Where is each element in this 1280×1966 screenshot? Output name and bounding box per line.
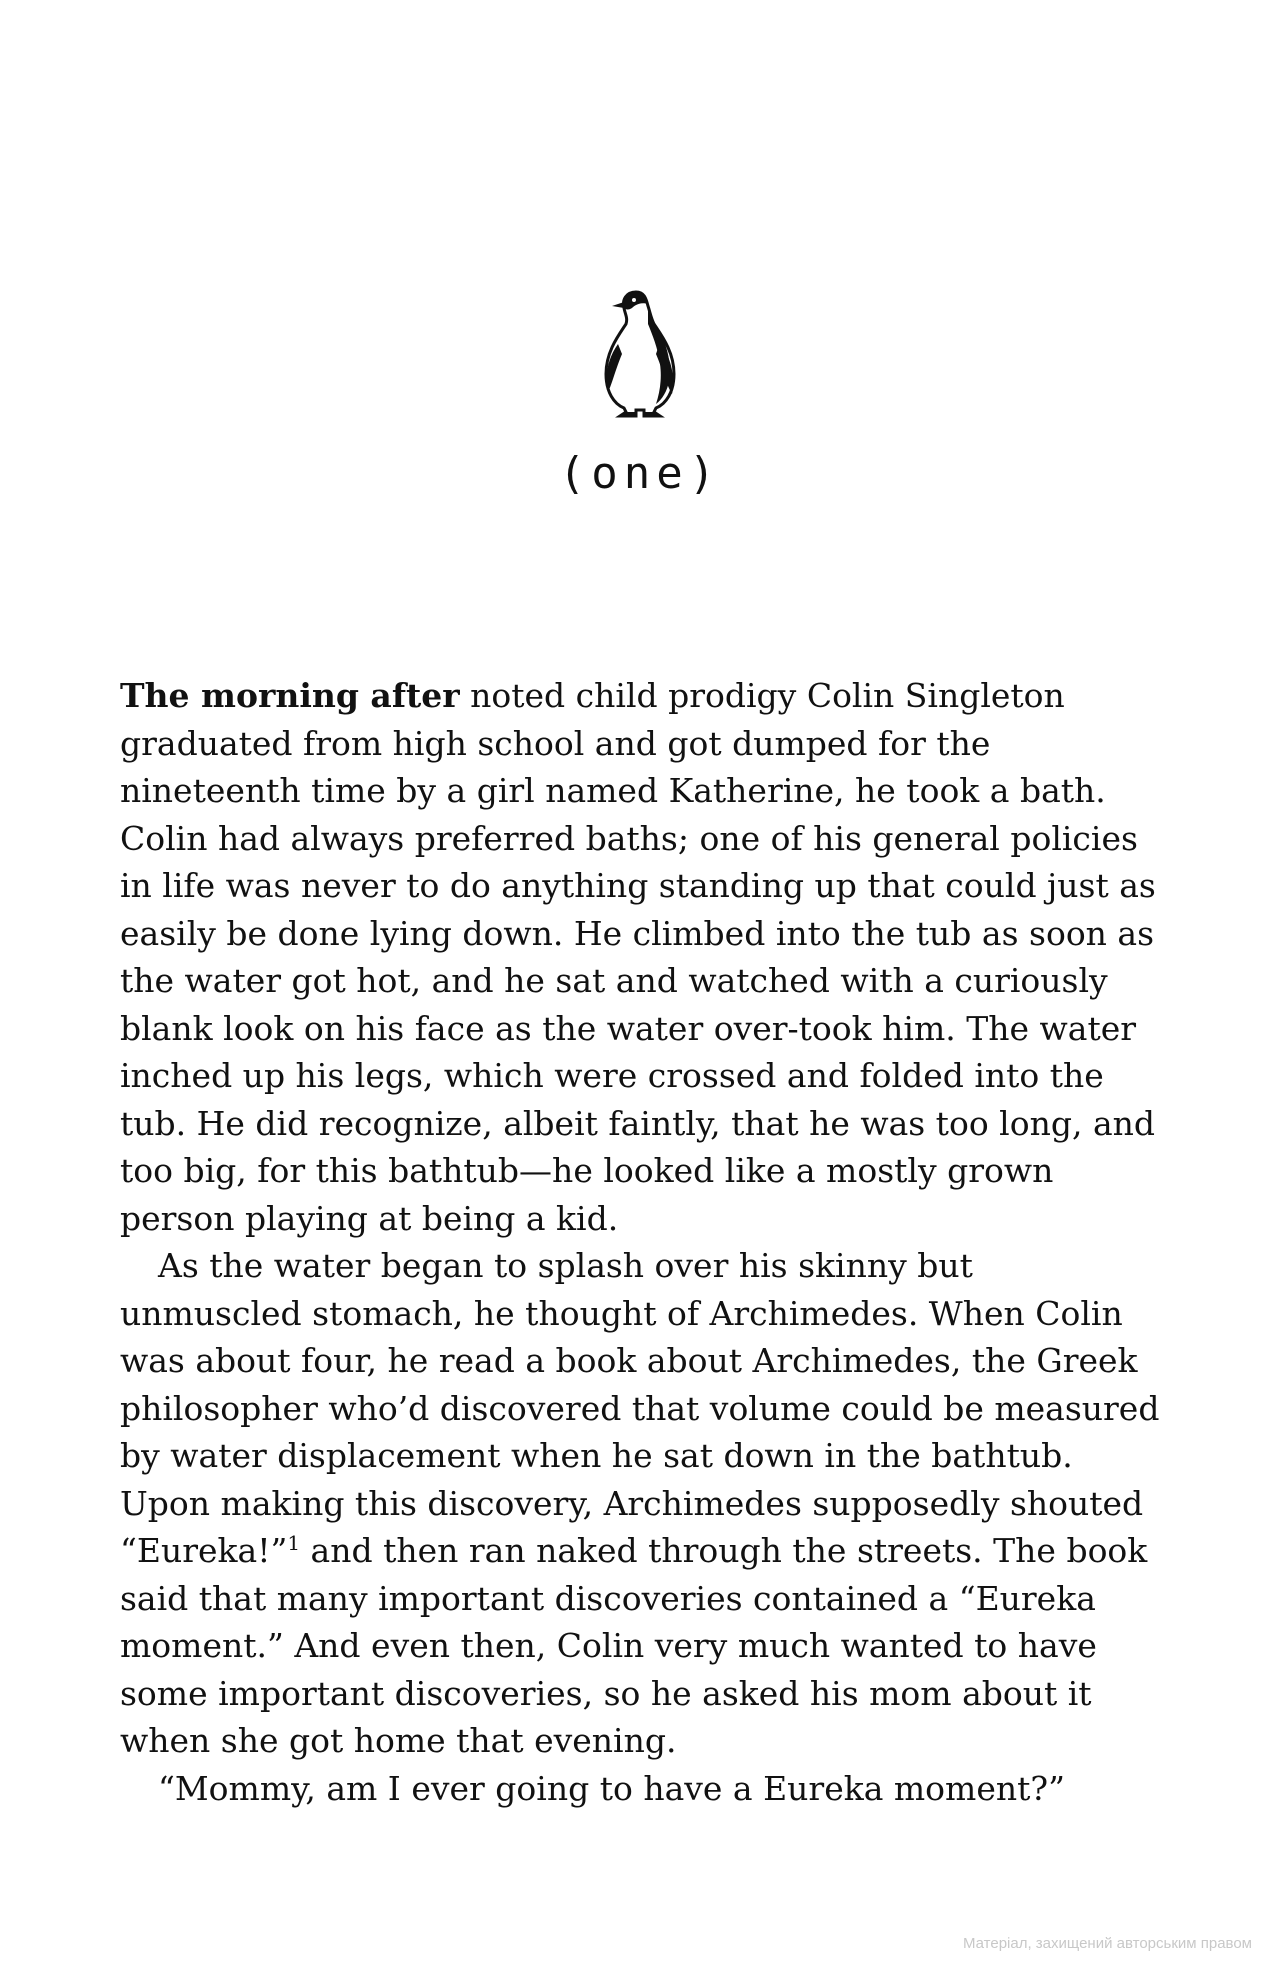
penguin-icon <box>596 288 684 420</box>
paragraph-3-text: “Mommy, am I ever going to have a Eureka moment?” <box>158 1768 1065 1808</box>
paragraph-1-text: noted child prodigy Colin Singleton graduated from high school and got dumped for the nineteenth time by a girl named Katherine, he took a bath. Colin had always preferred baths; one of his general policies in life was never to do anything standing up that could just as easily be done lying down. He climbed into the tub as soon as the water got hot, and he sat and watched with a curiously blank look on his face as the water over-took him. The water inched up his legs, which were crossed and folded into the tub. He did recognize, albeit faintly, that he was too long, and too big, for this bathtub—he looked like a mostly grown person playing at being a kid. <box>120 676 1156 1238</box>
paragraph-lead-in: The morning after <box>120 676 460 715</box>
paragraph-2-text-after: and then ran naked through the streets. The book said that many important discoveries contained a “Eureka moment.” And even then, Colin very much wanted to have some important discoveries, so he asked his mom about it when she got home that evening. <box>120 1531 1148 1760</box>
paragraph-3 <box>120 1765 1160 1813</box>
copyright-watermark: Матеріал, захищений авторським правом <box>962 1935 1252 1952</box>
paragraph-2 <box>120 1242 1160 1765</box>
paragraph-1 <box>120 672 1160 1242</box>
chapter-title: (one) <box>558 448 722 499</box>
paragraph-2-text-before: As the water began to splash over his skinny but unmuscled stomach, he thought of Archimedes. When Colin was about four, he read a book about Archimedes, the Greek philosopher who’d discovered that volume could be measured by water displacement when he sat down in the bathtub. Upon making this discovery, Archimedes supposedly shouted “Eureka!” <box>120 1246 1160 1570</box>
footnote-marker[interactable]: 1 <box>287 1531 301 1555</box>
body-text <box>120 672 1160 1812</box>
